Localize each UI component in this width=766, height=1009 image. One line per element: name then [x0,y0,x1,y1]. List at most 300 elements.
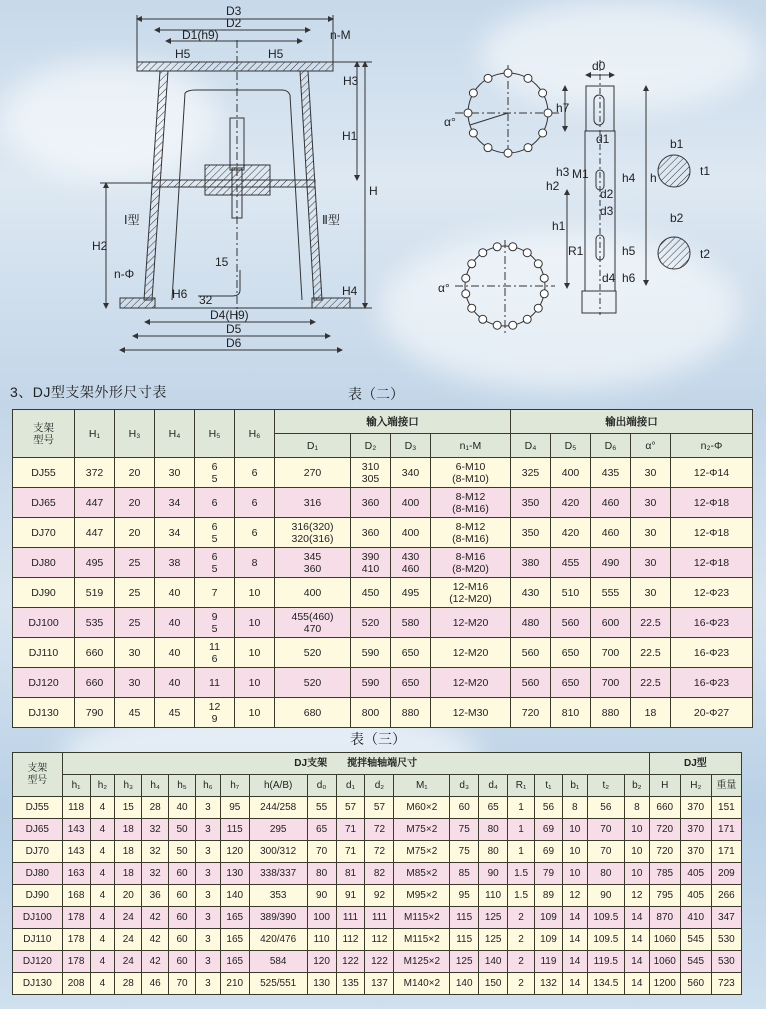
value-cell: 25 [115,548,155,578]
value-cell: 10 [235,698,275,728]
value-cell: 660 [75,668,115,698]
value-cell: 111 [336,907,365,929]
model-cell: DJ65 [13,488,75,518]
value-cell: 12-Φ18 [671,518,753,548]
value-cell: 110 [479,885,508,907]
value-cell: 90 [479,863,508,885]
label-H4: H4 [342,284,358,298]
bolt-hole-icon [479,315,487,323]
value-cell: 14 [562,951,587,973]
value-cell: 4 [90,797,115,819]
value-cell: 430 [511,578,551,608]
model-cell: DJ120 [13,668,75,698]
header-col: D₃ [391,434,431,458]
table3-row [13,929,742,951]
table3-row [13,819,742,841]
value-cell: 130 [220,863,249,885]
label-h5: h5 [622,244,636,258]
value-cell: 81 [336,863,365,885]
table3-row [13,907,742,929]
value-cell: 72 [365,819,394,841]
value-cell: 125 [479,907,508,929]
model-cell: DJ130 [13,973,63,995]
label-R1: R1 [568,244,584,258]
header-col: D₆ [591,434,631,458]
value-cell: 80 [587,863,624,885]
table2-row [13,668,753,698]
value-cell: 69 [535,819,563,841]
bolt-hole-icon [524,74,532,82]
value-cell: 700 [591,668,631,698]
value-cell: 325 [511,458,551,488]
value-cell: 109.5 [587,907,624,929]
value-cell: 209 [711,863,741,885]
label-h7: h7 [556,101,570,115]
value-cell: 71 [336,841,365,863]
section-title: 3、DJ型支架外形尺寸表 [10,384,167,400]
value-cell: 3 [195,929,220,951]
header-col: h₆ [195,775,220,797]
value-cell: 4 [90,929,115,951]
header-col: D₄ [511,434,551,458]
bolt-hole-icon [469,89,477,97]
value-cell: 70 [169,973,196,995]
value-cell: 30 [631,548,671,578]
key-section-1 [658,155,690,187]
value-cell: 118 [62,797,90,819]
model-cell: DJ80 [13,548,75,578]
value-cell: 30 [115,668,155,698]
value-cell: 70 [307,841,336,863]
value-cell: 430 460 [391,548,431,578]
bolt-hole-icon [544,109,552,117]
value-cell: 4 [90,973,115,995]
value-cell: 25 [115,608,155,638]
value-cell: 720 [511,698,551,728]
value-cell: 310 305 [351,458,391,488]
value-cell: 165 [220,951,249,973]
value-cell: 60 [169,863,196,885]
value-cell: 20 [115,488,155,518]
value-cell: 410 [680,907,711,929]
value-cell: 12 9 [195,698,235,728]
header-col: H₄ [155,410,195,458]
label-t2: t2 [700,247,711,261]
value-cell: 90 [307,885,336,907]
table2-caption: 表（二） [348,386,404,402]
value-cell: 95 [220,797,249,819]
value-cell: 82 [365,863,394,885]
model-cell: DJ70 [13,518,75,548]
value-cell: 122 [365,951,394,973]
value-cell: 360 [351,488,391,518]
value-cell: 32 [142,863,169,885]
label-alpha-top: α° [444,115,456,129]
value-cell: 111 [365,907,394,929]
value-cell: 11 6 [195,638,235,668]
value-cell: 810 [551,698,591,728]
value-cell: 42 [142,907,169,929]
bolt-hole-icon [540,274,548,282]
value-cell: 338/337 [249,863,307,885]
value-cell: 6 [235,458,275,488]
value-cell: 12-M20 [431,608,511,638]
value-cell: 34 [155,518,195,548]
table2-row [13,488,753,518]
value-cell: 520 [275,638,351,668]
model-cell: DJ100 [13,907,63,929]
value-cell: 178 [62,951,90,973]
value-cell: 723 [711,973,741,995]
header-col: H₅ [195,410,235,458]
bolt-hole-icon [484,74,492,82]
value-cell: 14 [562,973,587,995]
header-col: h(A/B) [249,775,307,797]
value-cell: 208 [62,973,90,995]
value-cell: 420 [551,518,591,548]
value-cell: 560 [511,638,551,668]
value-cell: 795 [649,885,680,907]
value-cell: M140×2 [394,973,450,995]
value-cell: 125 [450,951,479,973]
value-cell: 1.5 [508,885,535,907]
value-cell: 30 [631,518,671,548]
table2-row [13,578,753,608]
value-cell: 14 [624,951,649,973]
header-col: h₇ [220,775,249,797]
value-cell: 660 [649,797,680,819]
value-cell: 16-Φ23 [671,638,753,668]
label-d2: d2 [600,187,614,201]
model-cell: DJ55 [13,797,63,819]
value-cell: 168 [62,885,90,907]
label-H1: H1 [342,129,358,143]
header-col: α° [631,434,671,458]
value-cell: 490 [591,548,631,578]
label-D3: D3 [226,4,242,18]
value-cell: 720 [649,841,680,863]
value-cell: 12-Φ23 [671,578,753,608]
value-cell: 3 [195,819,220,841]
value-cell: 72 [365,841,394,863]
value-cell: 450 [351,578,391,608]
header-col: d₀ [307,775,336,797]
value-cell: 14 [624,929,649,951]
value-cell: 680 [275,698,351,728]
value-cell: 447 [75,518,115,548]
bolt-hole-icon [479,249,487,257]
value-cell: 60 [169,885,196,907]
value-cell: 30 [631,488,671,518]
value-cell: 530 [711,929,741,951]
value-cell: 405 [680,885,711,907]
value-cell: 3 [195,797,220,819]
header-col: b₂ [624,775,649,797]
value-cell: 79 [535,863,563,885]
bolt-hole-icon [468,304,476,312]
value-cell: 11 [195,668,235,698]
header-col: H₁ [75,410,115,458]
value-cell: 143 [62,841,90,863]
header-model: 支架 型号 [13,410,75,458]
value-cell: 244/258 [249,797,307,819]
value-cell: 14 [562,929,587,951]
value-cell: 119 [535,951,563,973]
value-cell: 340 [391,458,431,488]
bolt-hole-icon [523,315,531,323]
value-cell: 45 [115,698,155,728]
value-cell: 1200 [649,973,680,995]
value-cell: 71 [336,819,365,841]
model-cell: DJ90 [13,885,63,907]
value-cell: 266 [711,885,741,907]
header-model: 支架 型号 [13,753,63,797]
value-cell: 115 [220,819,249,841]
value-cell: 1.5 [508,863,535,885]
value-cell: 28 [115,973,142,995]
value-cell: 372 [75,458,115,488]
value-cell: 30 [631,578,671,608]
value-cell: 12-M20 [431,638,511,668]
value-cell: 70 [587,841,624,863]
value-cell: 50 [169,819,196,841]
value-cell: 447 [75,488,115,518]
bolt-hole-icon [464,109,472,117]
value-cell: 9 5 [195,608,235,638]
table2-row [13,608,753,638]
model-cell: DJ100 [13,608,75,638]
value-cell: 2 [508,973,535,995]
value-cell: 163 [62,863,90,885]
value-cell: 100 [307,907,336,929]
value-cell: 46 [142,973,169,995]
table2-row [13,548,753,578]
value-cell: 12-M30 [431,698,511,728]
bolt-hole-icon [493,321,501,329]
header-col: R₁ [508,775,535,797]
value-cell: 1060 [649,951,680,973]
label-d1: d1 [596,132,610,146]
value-cell: 10 [562,841,587,863]
value-cell: M95×2 [394,885,450,907]
value-cell: 40 [169,797,196,819]
value-cell: 40 [155,608,195,638]
value-cell: M60×2 [394,797,450,819]
value-cell: 3 [195,907,220,929]
value-cell: 25 [115,578,155,608]
value-cell: 4 [90,907,115,929]
bolt-hole-icon [534,304,542,312]
label-type-II: Ⅱ型 [322,213,340,227]
value-cell: 120 [220,841,249,863]
value-cell: 135 [336,973,365,995]
value-cell: 110 [307,929,336,951]
bolt-hole-icon [462,274,470,282]
value-cell: 24 [115,907,142,929]
header-col: d₂ [365,775,394,797]
value-cell: 178 [62,929,90,951]
value-cell: 4 [90,951,115,973]
value-cell: 22.5 [631,668,671,698]
value-cell: 495 [391,578,431,608]
value-cell: 65 [479,797,508,819]
value-cell: 790 [75,698,115,728]
header-col: n₁-M [431,434,511,458]
value-cell: 40 [155,638,195,668]
header-dj-group: DJ型 [649,753,741,775]
value-cell: 370 [680,841,711,863]
value-cell: 165 [220,929,249,951]
table3-row [13,797,742,819]
header-shaft-group: DJ支架 搅拌轴轴端尺寸 [62,753,649,775]
value-cell: 32 [142,841,169,863]
label-h2: h2 [546,179,560,193]
bolt-hole-icon [509,321,517,329]
value-cell: 880 [391,698,431,728]
bolt-hole-icon [504,149,512,157]
value-cell: 57 [336,797,365,819]
value-cell: 3 [195,841,220,863]
value-cell: 650 [551,668,591,698]
value-cell: 20 [115,885,142,907]
label-32: 32 [199,293,213,307]
label-n-phi: n-Φ [114,267,135,281]
value-cell: 400 [551,458,591,488]
label-h4: h4 [622,171,636,185]
value-cell: 151 [711,797,741,819]
value-cell: 1 [508,841,535,863]
label-15: 15 [215,255,229,269]
value-cell: 480 [511,608,551,638]
value-cell: 10 [235,638,275,668]
value-cell: 370 [680,797,711,819]
value-cell: 6 [235,488,275,518]
value-cell: 1 [508,797,535,819]
value-cell: 2 [508,951,535,973]
value-cell: M125×2 [394,951,450,973]
value-cell: 3 [195,863,220,885]
header-col: H₆ [235,410,275,458]
value-cell: 32 [142,819,169,841]
bolt-hole-icon [468,260,476,268]
value-cell: 20 [115,518,155,548]
header-col: b₁ [562,775,587,797]
value-cell: 270 [275,458,351,488]
header-col: t₁ [535,775,563,797]
value-cell: 55 [307,797,336,819]
bolt-hole-icon [540,290,548,298]
value-cell: 140 [220,885,249,907]
value-cell: 24 [115,929,142,951]
value-cell: 42 [142,951,169,973]
label-t1: t1 [700,164,711,178]
value-cell: 785 [649,863,680,885]
value-cell: 580 [391,608,431,638]
header-col: H [649,775,680,797]
value-cell: 4 [90,841,115,863]
value-cell: 42 [142,929,169,951]
value-cell: 120 [307,951,336,973]
value-cell: 38 [155,548,195,578]
value-cell: 6 [235,518,275,548]
value-cell: 140 [450,973,479,995]
value-cell: 405 [680,863,711,885]
value-cell: 12-Φ14 [671,458,753,488]
label-H: H [369,184,378,198]
value-cell: 150 [479,973,508,995]
value-cell: 3 [195,973,220,995]
value-cell: 34 [155,488,195,518]
label-H5-left: H5 [175,47,191,61]
table2 [12,409,753,728]
value-cell: 10 [235,608,275,638]
value-cell: 870 [649,907,680,929]
bolt-hole-icon [523,249,531,257]
value-cell: 15 [115,797,142,819]
value-cell: 109 [535,907,563,929]
value-cell: 455 [551,548,591,578]
table2-row [13,638,753,668]
header-col: t₂ [587,775,624,797]
value-cell: 14 [624,907,649,929]
value-cell: 8-M12 (8-M16) [431,488,511,518]
value-cell: 316(320) 320(316) [275,518,351,548]
value-cell: 400 [275,578,351,608]
label-d0: d0 [592,59,606,73]
value-cell: 80 [479,841,508,863]
value-cell: 380 [511,548,551,578]
value-cell: 30 [115,638,155,668]
label-D2: D2 [226,16,242,30]
value-cell: 20-Φ27 [671,698,753,728]
value-cell: 3 [195,885,220,907]
value-cell: 4 [90,863,115,885]
label-h: h [650,171,657,185]
bolt-hole-icon [462,290,470,298]
value-cell: 3 [195,951,220,973]
value-cell: 880 [591,698,631,728]
value-cell: 80 [307,863,336,885]
value-cell: 75 [450,819,479,841]
label-b1: b1 [670,137,684,151]
model-cell: DJ110 [13,929,63,951]
value-cell: 7 [195,578,235,608]
value-cell: 69 [535,841,563,863]
label-H2: H2 [92,239,108,253]
header-output-group: 输出端接口 [511,410,753,434]
bolt-hole-icon [524,144,532,152]
value-cell: 650 [391,638,431,668]
value-cell: 8-M12 (8-M16) [431,518,511,548]
value-cell: 10 [624,863,649,885]
value-cell: 353 [249,885,307,907]
value-cell: 495 [75,548,115,578]
value-cell: 584 [249,951,307,973]
value-cell: 545 [680,929,711,951]
table2-row [13,698,753,728]
value-cell: 24 [115,951,142,973]
header-col: d₃ [450,775,479,797]
label-nM: n-M [330,28,351,42]
header-col: H₂ [680,775,711,797]
header-col: H₃ [115,410,155,458]
table3-row [13,951,742,973]
header-col: h₅ [169,775,196,797]
value-cell: 70 [587,819,624,841]
value-cell: 40 [155,578,195,608]
value-cell: 12-Φ18 [671,488,753,518]
value-cell: 90 [587,885,624,907]
